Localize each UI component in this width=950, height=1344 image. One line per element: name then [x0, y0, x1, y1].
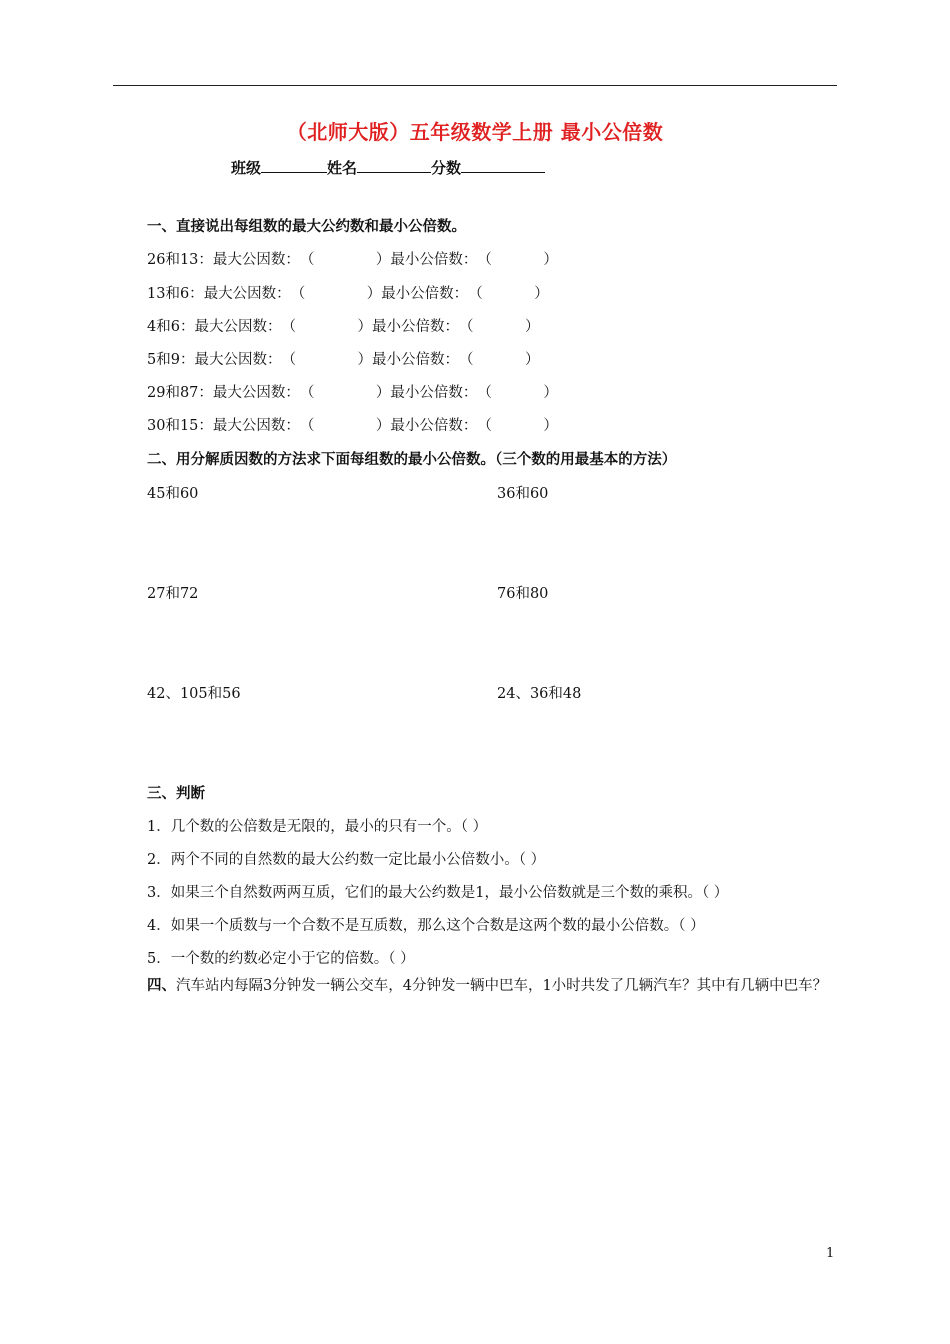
gcf-label: 最大公因数：: [203, 286, 291, 302]
section1-item: 5和9：最大公因数：（ ）最小公倍数：（ ）: [147, 352, 540, 368]
section2-item: 24、36和48: [497, 686, 582, 702]
judgement-item: 3．如果三个自然数两两互质，它们的最大公约数是1，最小公倍数就是三个数的乘积。（ ）: [147, 885, 729, 901]
lcm-label: 最小公倍数：: [390, 385, 478, 401]
pair-text: 5和9：: [147, 352, 195, 368]
lcm-label: 最小公倍数：: [371, 319, 459, 335]
section1-item: 4和6：最大公因数：（ ）最小公倍数：（ ）: [147, 319, 540, 335]
section1-heading: 一、直接说出每组数的最大公约数和最小公倍数。: [147, 219, 466, 235]
score-label: 分数: [431, 159, 462, 177]
lcm-label: 最小公倍数：: [371, 352, 459, 368]
judgement-item: 2．两个不同的自然数的最大公约数一定比最小公倍数小。（ ）: [147, 852, 546, 868]
pair-text: 13和6：: [147, 286, 204, 302]
student-info-line: [231, 157, 545, 178]
word-problem-text: 汽车站内每隔3分钟发一辆公交车，4分钟发一辆中巴车，1小时共发了几辆汽车？其中有几辆中巴车？: [176, 978, 828, 994]
section2-item: 45和60: [147, 486, 199, 502]
judgement-item: 1．几个数的公倍数是无限的，最小的只有一个。（ ）: [147, 819, 488, 835]
gcf-label: 最大公因数：: [194, 319, 282, 335]
pair-text: 4和6：: [147, 319, 195, 335]
name-label: 姓名: [327, 159, 358, 177]
section2-item: 36和60: [497, 486, 549, 502]
lcm-label: 最小公倍数：: [390, 252, 478, 268]
gcf-label: 最大公因数：: [194, 352, 282, 368]
section2-item: 27和72: [147, 586, 199, 602]
judgement-item: 4．如果一个质数与一个合数不是互质数，那么这个合数是这两个数的最小公倍数。（ ）: [147, 918, 705, 934]
pair-text: 30和15：: [147, 418, 213, 434]
header-rule: [113, 85, 837, 86]
judgement-item: 5．一个数的约数必定小于它的倍数。（ ）: [147, 951, 415, 967]
class-label: 班级: [231, 159, 262, 177]
pair-text: 26和13：: [147, 252, 213, 268]
name-blank: [357, 158, 431, 173]
pair-text: 29和87：: [147, 385, 213, 401]
section1-item: 13和6：最大公因数：（ ）最小公倍数：（ ）: [147, 286, 549, 302]
class-blank: [261, 158, 327, 173]
score-blank: [461, 158, 545, 173]
gcf-label: 最大公因数：: [212, 252, 300, 268]
gcf-label: 最大公因数：: [212, 385, 300, 401]
gcf-label: 最大公因数：: [212, 418, 300, 434]
word-problem: [113, 974, 837, 999]
section3-heading: 三、判断: [147, 786, 205, 802]
lcm-label: 最小公倍数：: [381, 286, 469, 302]
section1-item: 29和87：最大公因数：（ ）最小公倍数：（ ）: [147, 385, 558, 401]
page-title: （北师大版）五年级数学上册 最小公倍数: [286, 120, 664, 144]
section4-lead: 四、: [147, 978, 176, 994]
section2-item: 76和80: [497, 586, 549, 602]
section2-item: 42、105和56: [147, 686, 241, 702]
section1-item: 26和13：最大公因数：（ ）最小公倍数：（ ）: [147, 252, 558, 268]
lcm-label: 最小公倍数：: [390, 418, 478, 434]
section2-heading: 二、用分解质因数的方法求下面每组数的最小公倍数。（三个数的用最基本的方法）: [147, 452, 677, 468]
page-number: 1: [826, 1246, 835, 1261]
section1-item: 30和15：最大公因数：（ ）最小公倍数：（ ）: [147, 418, 558, 434]
